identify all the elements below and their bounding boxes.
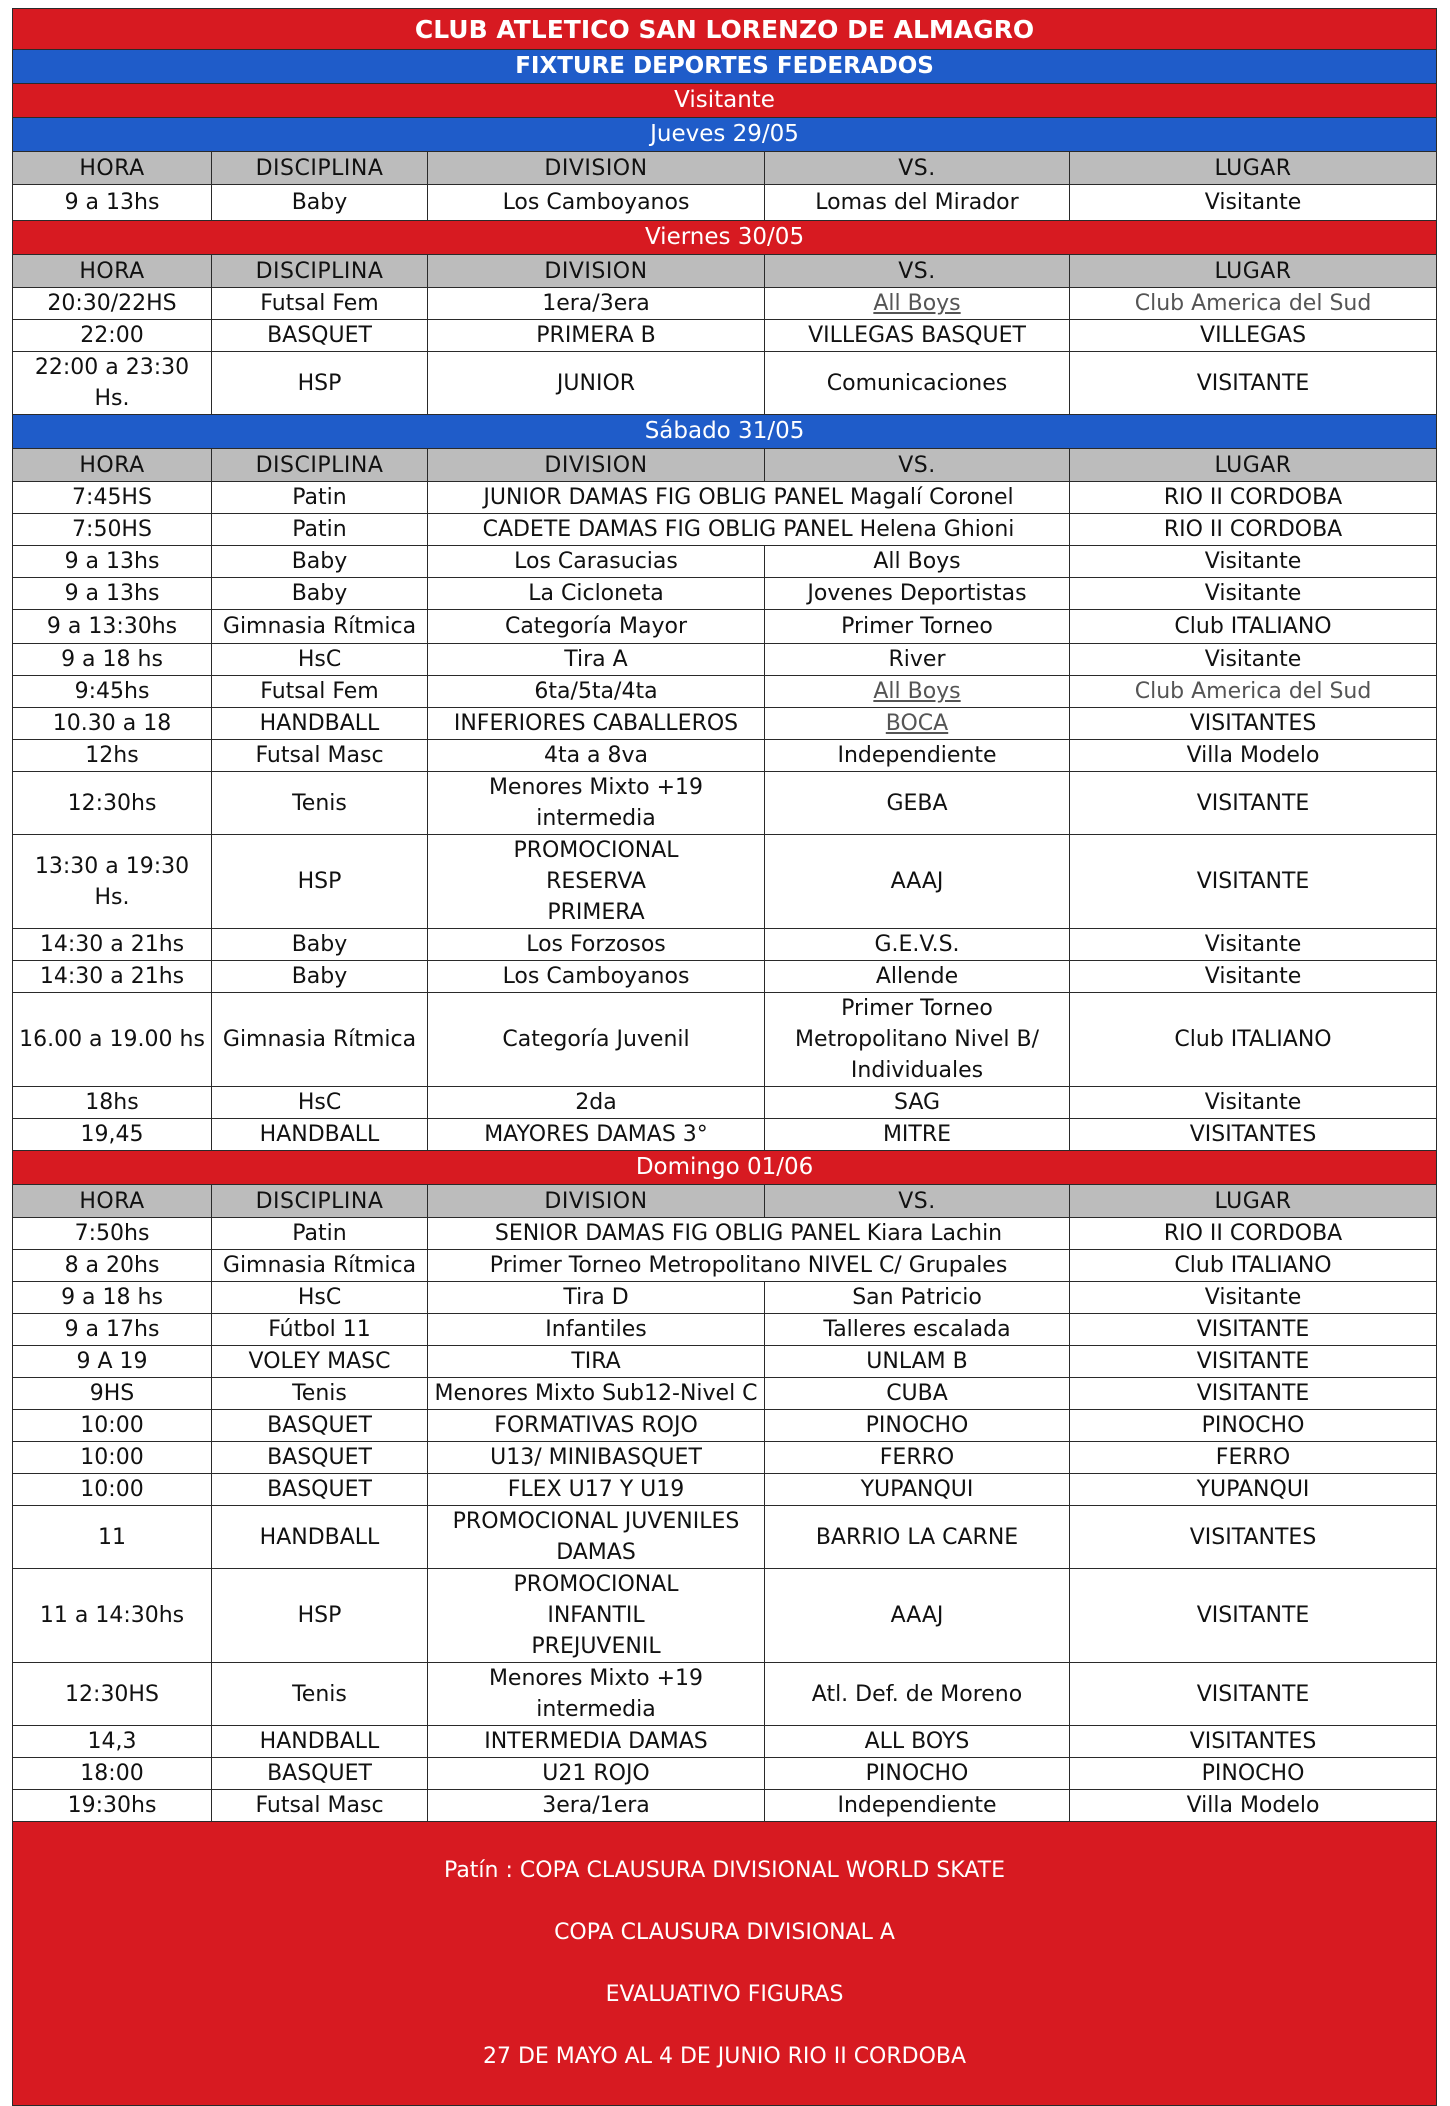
disciplina-cell: Futsal Masc: [212, 1790, 428, 1822]
division-cell: Menores Mixto Sub12-Nivel C: [428, 1378, 765, 1410]
footer-line: COPA CLAUSURA DIVISIONAL A: [554, 1920, 895, 1945]
vs-cell: Jovenes Deportistas: [765, 578, 1070, 610]
hora-cell: 9 a 13:30hs: [13, 610, 212, 644]
lugar-cell: VISITANTES: [1070, 708, 1437, 740]
table-row: [13, 961, 1437, 993]
table-row: [13, 1790, 1437, 1822]
division-cell: Infantiles: [428, 1314, 765, 1346]
disciplina-cell: HsC: [212, 1087, 428, 1119]
table-row: [13, 929, 1437, 961]
vs-cell: All Boys: [765, 676, 1070, 708]
vs-cell: All Boys: [765, 546, 1070, 578]
lugar-cell: Club ITALIANO: [1070, 610, 1437, 644]
lugar-cell: Visitante: [1070, 961, 1437, 993]
vs-cell: ALL BOYS: [765, 1726, 1070, 1758]
vs-cell: CUBA: [765, 1378, 1070, 1410]
hora-cell: 9 a 18 hs: [13, 1282, 212, 1314]
division-cell: 6ta/5ta/4ta: [428, 676, 765, 708]
division-cell: TIRA: [428, 1346, 765, 1378]
vs-cell: River: [765, 644, 1070, 676]
vs-cell: YUPANQUI: [765, 1474, 1070, 1506]
footer-line: 27 DE MAYO AL 4 DE JUNIO RIO II CORDOBA: [482, 2044, 967, 2069]
disciplina-cell: Baby: [212, 546, 428, 578]
disciplina-cell: HsC: [212, 1282, 428, 1314]
disciplina-cell: Baby: [212, 578, 428, 610]
title-band: [13, 9, 1437, 50]
day-label: Jueves 29/05: [13, 118, 1437, 152]
hora-cell: 12hs: [13, 740, 212, 772]
vs-cell: PINOCHO: [765, 1758, 1070, 1790]
disciplina-cell: Fútbol 11: [212, 1314, 428, 1346]
division-cell: PROMOCIONAL RESERVA PRIMERA: [428, 835, 765, 929]
hora-cell: 9 a 18 hs: [13, 644, 212, 676]
division-cell: 2da: [428, 1087, 765, 1119]
table-row: [13, 1250, 1437, 1282]
column-header: HORA: [13, 449, 212, 482]
vs-cell: PINOCHO: [765, 1410, 1070, 1442]
division-cell: FORMATIVAS ROJO: [428, 1410, 765, 1442]
hora-cell: 19,45: [13, 1119, 212, 1151]
vs-cell: Primer Torneo: [765, 610, 1070, 644]
lugar-cell: Visitante: [1070, 1282, 1437, 1314]
vs-cell: SAG: [765, 1087, 1070, 1119]
column-header: DIVISION: [428, 1185, 765, 1218]
table-row: [13, 993, 1437, 1087]
disciplina-cell: Futsal Fem: [212, 676, 428, 708]
division-cell: JUNIOR: [428, 352, 765, 415]
lugar-cell: Visitante: [1070, 644, 1437, 676]
table-row: [13, 740, 1437, 772]
division-cell: Primer Torneo Metropolitano NIVEL C/ Grupales: [428, 1250, 1070, 1282]
table-row: [13, 1346, 1437, 1378]
hora-cell: 14:30 a 21hs: [13, 929, 212, 961]
division-cell: INFERIORES CABALLEROS: [428, 708, 765, 740]
division-cell: Menores Mixto +19 intermedia: [428, 1663, 765, 1726]
table-row: [13, 708, 1437, 740]
hora-cell: 9 a 13hs: [13, 185, 212, 221]
table-row: [13, 610, 1437, 644]
disciplina-cell: Tenis: [212, 772, 428, 835]
table-row: [13, 1663, 1437, 1726]
disciplina-cell: BASQUET: [212, 320, 428, 352]
disciplina-cell: Baby: [212, 929, 428, 961]
day-label: Domingo 01/06: [13, 1151, 1437, 1185]
table-row: [13, 1726, 1437, 1758]
disciplina-cell: BASQUET: [212, 1442, 428, 1474]
column-header: DISCIPLINA: [212, 449, 428, 482]
table-row: [13, 676, 1437, 708]
table-row: [13, 288, 1437, 320]
footer-notes: [13, 1822, 1437, 2106]
hora-cell: 13:30 a 19:30 Hs.: [13, 835, 212, 929]
lugar-cell: PINOCHO: [1070, 1410, 1437, 1442]
lugar-cell: RIO II CORDOBA: [1070, 482, 1437, 514]
table-row: [13, 546, 1437, 578]
vs-cell: Talleres escalada: [765, 1314, 1070, 1346]
lugar-cell: VISITANTE: [1070, 772, 1437, 835]
vs-cell: Independiente: [765, 1790, 1070, 1822]
lugar-cell: Villa Modelo: [1070, 1790, 1437, 1822]
vs-cell: AAAJ: [765, 835, 1070, 929]
vs-cell: AAAJ: [765, 1569, 1070, 1663]
lugar-cell: VISITANTES: [1070, 1119, 1437, 1151]
day-band: [13, 118, 1437, 152]
page-title: CLUB ATLETICO SAN LORENZO DE ALMAGRO: [13, 9, 1437, 50]
division-cell: Los Camboyanos: [428, 185, 765, 221]
column-header: DISCIPLINA: [212, 1185, 428, 1218]
lugar-cell: Villa Modelo: [1070, 740, 1437, 772]
table-row: [13, 514, 1437, 546]
lugar-cell: VISITANTE: [1070, 1378, 1437, 1410]
column-header: VS.: [765, 152, 1070, 185]
table-row: [13, 1758, 1437, 1790]
lugar-cell: YUPANQUI: [1070, 1474, 1437, 1506]
subtitle-band: [13, 50, 1437, 84]
table-row: [13, 1087, 1437, 1119]
disciplina-cell: HANDBALL: [212, 1119, 428, 1151]
fixture-table: [12, 8, 1437, 2106]
column-header: DIVISION: [428, 255, 765, 288]
table-row: [13, 1282, 1437, 1314]
division-cell: CADETE DAMAS FIG OBLIG PANEL Helena Ghioni: [428, 514, 1070, 546]
vs-cell: MITRE: [765, 1119, 1070, 1151]
disciplina-cell: HSP: [212, 1569, 428, 1663]
disciplina-cell: VOLEY MASC: [212, 1346, 428, 1378]
hora-cell: 18hs: [13, 1087, 212, 1119]
day-label: Viernes 30/05: [13, 221, 1437, 255]
column-header: DIVISION: [428, 152, 765, 185]
disciplina-cell: BASQUET: [212, 1474, 428, 1506]
hora-cell: 22:00: [13, 320, 212, 352]
location-band: [13, 84, 1437, 118]
hora-cell: 9 a 13hs: [13, 578, 212, 610]
hora-cell: 9:45hs: [13, 676, 212, 708]
footer-line: EVALUATIVO FIGURAS: [605, 1982, 844, 2007]
division-cell: PROMOCIONAL INFANTIL PREJUVENIL: [428, 1569, 765, 1663]
disciplina-cell: BASQUET: [212, 1410, 428, 1442]
vs-cell: G.E.V.S.: [765, 929, 1070, 961]
lugar-cell: Visitante: [1070, 578, 1437, 610]
disciplina-cell: HSP: [212, 835, 428, 929]
lugar-cell: Visitante: [1070, 1087, 1437, 1119]
division-cell: U13/ MINIBASQUET: [428, 1442, 765, 1474]
hora-cell: 7:50HS: [13, 514, 212, 546]
lugar-cell: VISITANTE: [1070, 835, 1437, 929]
division-cell: JUNIOR DAMAS FIG OBLIG PANEL Magalí Coronel: [428, 482, 1070, 514]
column-header: LUGAR: [1070, 152, 1437, 185]
lugar-cell: Visitante: [1070, 185, 1437, 221]
hora-cell: 9 A 19: [13, 1346, 212, 1378]
column-header: LUGAR: [1070, 255, 1437, 288]
column-header: LUGAR: [1070, 1185, 1437, 1218]
hora-cell: 7:50hs: [13, 1218, 212, 1250]
column-header-row: [13, 152, 1437, 185]
footer-band: [13, 1822, 1437, 2106]
column-header-row: [13, 255, 1437, 288]
division-cell: SENIOR DAMAS FIG OBLIG PANEL Kiara Lachin: [428, 1218, 1070, 1250]
disciplina-cell: Baby: [212, 185, 428, 221]
division-cell: Los Carasucias: [428, 546, 765, 578]
disciplina-cell: HANDBALL: [212, 1726, 428, 1758]
lugar-cell: VISITANTES: [1070, 1506, 1437, 1569]
hora-cell: 14:30 a 21hs: [13, 961, 212, 993]
hora-cell: 12:30HS: [13, 1663, 212, 1726]
hora-cell: 8 a 20hs: [13, 1250, 212, 1282]
hora-cell: 10:00: [13, 1474, 212, 1506]
lugar-cell: Club ITALIANO: [1070, 1250, 1437, 1282]
division-cell: Menores Mixto +19 intermedia: [428, 772, 765, 835]
division-cell: Categoría Juvenil: [428, 993, 765, 1087]
division-cell: Los Forzosos: [428, 929, 765, 961]
disciplina-cell: HSP: [212, 352, 428, 415]
table-row: [13, 644, 1437, 676]
division-cell: PRIMERA B: [428, 320, 765, 352]
disciplina-cell: Gimnasia Rítmica: [212, 993, 428, 1087]
vs-cell: FERRO: [765, 1442, 1070, 1474]
division-cell: Tira A: [428, 644, 765, 676]
table-row: [13, 1569, 1437, 1663]
column-header: DIVISION: [428, 449, 765, 482]
lugar-cell: VISITANTE: [1070, 1346, 1437, 1378]
disciplina-cell: Futsal Fem: [212, 288, 428, 320]
page-subtitle: FIXTURE DEPORTES FEDERADOS: [13, 50, 1437, 84]
vs-cell: San Patricio: [765, 1282, 1070, 1314]
fixture-sheet: [12, 8, 1436, 2106]
hora-cell: 11: [13, 1506, 212, 1569]
disciplina-cell: Patin: [212, 482, 428, 514]
hora-cell: 11 a 14:30hs: [13, 1569, 212, 1663]
vs-cell: BOCA: [765, 708, 1070, 740]
lugar-cell: RIO II CORDOBA: [1070, 514, 1437, 546]
hora-cell: 9 a 17hs: [13, 1314, 212, 1346]
column-header: HORA: [13, 152, 212, 185]
hora-cell: 16.00 a 19.00 hs: [13, 993, 212, 1087]
day-band: [13, 1151, 1437, 1185]
division-cell: INTERMEDIA DAMAS: [428, 1726, 765, 1758]
column-header-row: [13, 449, 1437, 482]
table-row: [13, 320, 1437, 352]
disciplina-cell: Gimnasia Rítmica: [212, 610, 428, 644]
division-cell: Tira D: [428, 1282, 765, 1314]
hora-cell: 9HS: [13, 1378, 212, 1410]
division-cell: 4ta a 8va: [428, 740, 765, 772]
vs-cell: GEBA: [765, 772, 1070, 835]
table-row: [13, 772, 1437, 835]
hora-cell: 10:00: [13, 1410, 212, 1442]
lugar-cell: Visitante: [1070, 546, 1437, 578]
column-header-row: [13, 1185, 1437, 1218]
table-row: [13, 1218, 1437, 1250]
disciplina-cell: HANDBALL: [212, 708, 428, 740]
lugar-cell: FERRO: [1070, 1442, 1437, 1474]
division-cell: U21 ROJO: [428, 1758, 765, 1790]
table-row: [13, 1474, 1437, 1506]
disciplina-cell: HsC: [212, 644, 428, 676]
disciplina-cell: Patin: [212, 1218, 428, 1250]
footer-line: Patín : COPA CLAUSURA DIVISIONAL WORLD SKATE: [444, 1858, 1005, 1883]
disciplina-cell: Tenis: [212, 1378, 428, 1410]
vs-cell: Lomas del Mirador: [765, 185, 1070, 221]
column-header: VS.: [765, 1185, 1070, 1218]
vs-cell: Comunicaciones: [765, 352, 1070, 415]
hora-cell: 7:45HS: [13, 482, 212, 514]
table-row: [13, 482, 1437, 514]
division-cell: MAYORES DAMAS 3°: [428, 1119, 765, 1151]
column-header: VS.: [765, 449, 1070, 482]
location-label: Visitante: [13, 84, 1437, 118]
day-band: [13, 221, 1437, 255]
vs-cell: Independiente: [765, 740, 1070, 772]
column-header: HORA: [13, 255, 212, 288]
day-band: [13, 415, 1437, 449]
disciplina-cell: Patin: [212, 514, 428, 546]
column-header: VS.: [765, 255, 1070, 288]
table-row: [13, 835, 1437, 929]
hora-cell: 19:30hs: [13, 1790, 212, 1822]
lugar-cell: VISITANTES: [1070, 1726, 1437, 1758]
division-cell: Categoría Mayor: [428, 610, 765, 644]
lugar-cell: VISITANTE: [1070, 1569, 1437, 1663]
hora-cell: 22:00 a 23:30 Hs.: [13, 352, 212, 415]
column-header: DISCIPLINA: [212, 152, 428, 185]
table-row: [13, 1378, 1437, 1410]
vs-cell: BARRIO LA CARNE: [765, 1506, 1070, 1569]
vs-cell: Primer Torneo Metropolitano Nivel B/ Individuales: [765, 993, 1070, 1087]
table-row: [13, 352, 1437, 415]
column-header: DISCIPLINA: [212, 255, 428, 288]
lugar-cell: VISITANTE: [1070, 1663, 1437, 1726]
table-row: [13, 1442, 1437, 1474]
lugar-cell: VILLEGAS: [1070, 320, 1437, 352]
vs-cell: All Boys: [765, 288, 1070, 320]
division-cell: 3era/1era: [428, 1790, 765, 1822]
disciplina-cell: Tenis: [212, 1663, 428, 1726]
column-header: HORA: [13, 1185, 212, 1218]
lugar-cell: Club ITALIANO: [1070, 993, 1437, 1087]
table-row: [13, 185, 1437, 221]
vs-cell: UNLAM B: [765, 1346, 1070, 1378]
disciplina-cell: Futsal Masc: [212, 740, 428, 772]
lugar-cell: VISITANTE: [1070, 1314, 1437, 1346]
division-cell: 1era/3era: [428, 288, 765, 320]
column-header: LUGAR: [1070, 449, 1437, 482]
division-cell: PROMOCIONAL JUVENILES DAMAS: [428, 1506, 765, 1569]
table-row: [13, 1506, 1437, 1569]
table-row: [13, 1119, 1437, 1151]
division-cell: FLEX U17 Y U19: [428, 1474, 765, 1506]
hora-cell: 9 a 13hs: [13, 546, 212, 578]
hora-cell: 10.30 a 18: [13, 708, 212, 740]
disciplina-cell: BASQUET: [212, 1758, 428, 1790]
hora-cell: 18:00: [13, 1758, 212, 1790]
lugar-cell: Club America del Sud: [1070, 288, 1437, 320]
disciplina-cell: Gimnasia Rítmica: [212, 1250, 428, 1282]
lugar-cell: RIO II CORDOBA: [1070, 1218, 1437, 1250]
lugar-cell: VISITANTE: [1070, 352, 1437, 415]
table-row: [13, 578, 1437, 610]
vs-cell: Atl. Def. de Moreno: [765, 1663, 1070, 1726]
lugar-cell: PINOCHO: [1070, 1758, 1437, 1790]
hora-cell: 20:30/22HS: [13, 288, 212, 320]
division-cell: Los Camboyanos: [428, 961, 765, 993]
disciplina-cell: HANDBALL: [212, 1506, 428, 1569]
table-row: [13, 1314, 1437, 1346]
vs-cell: VILLEGAS BASQUET: [765, 320, 1070, 352]
day-label: Sábado 31/05: [13, 415, 1437, 449]
lugar-cell: Club America del Sud: [1070, 676, 1437, 708]
lugar-cell: Visitante: [1070, 929, 1437, 961]
hora-cell: 14,3: [13, 1726, 212, 1758]
vs-cell: Allende: [765, 961, 1070, 993]
hora-cell: 10:00: [13, 1442, 212, 1474]
table-row: [13, 1410, 1437, 1442]
division-cell: La Cicloneta: [428, 578, 765, 610]
hora-cell: 12:30hs: [13, 772, 212, 835]
disciplina-cell: Baby: [212, 961, 428, 993]
